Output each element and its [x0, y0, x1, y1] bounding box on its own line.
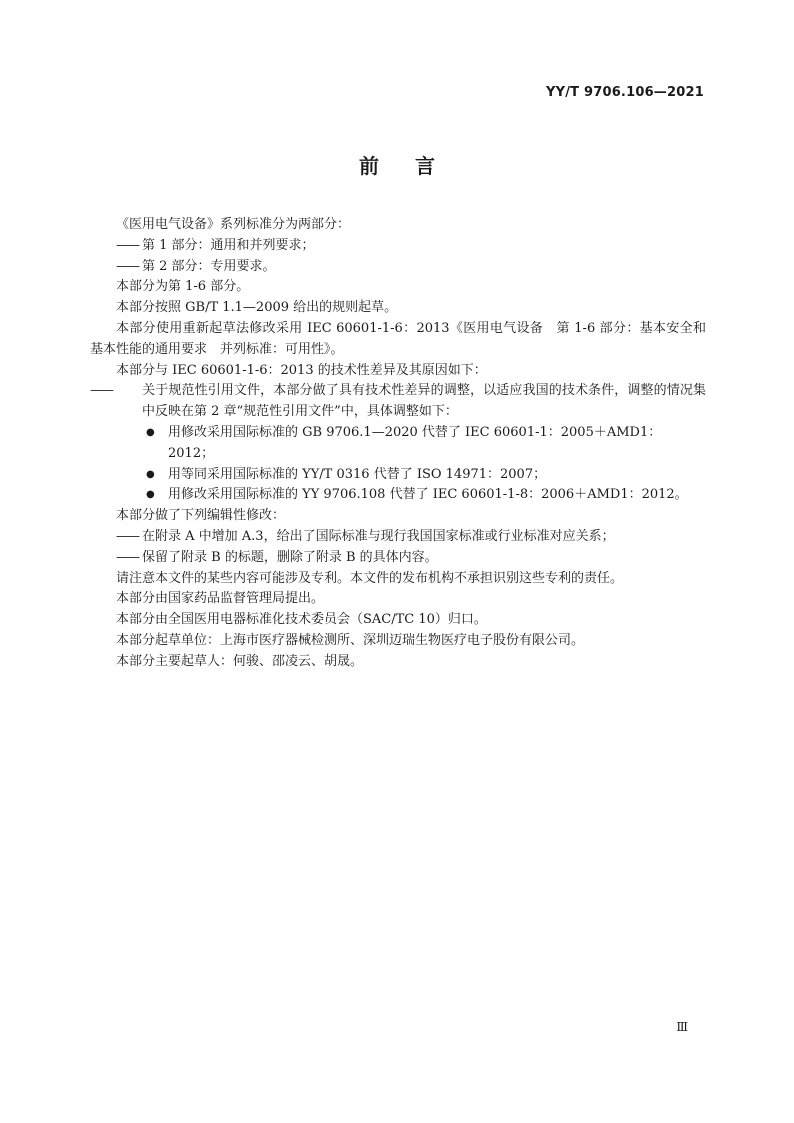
bullet-item-text: 用等同采用国际标准的 YY/T 0316 代替了 ISO 14971：2007； — [168, 466, 547, 482]
list-item-text: 保留了附录 B 的标题，删除了附录 B 的具体内容。 — [142, 549, 438, 565]
list-item-text: 第 1 部分：通用和并列要求； — [142, 237, 315, 253]
list-item-text: 关于规范性引用文件，本部分做了具有技术性差异的调整，以适应我国的技术条件，调整的情况集中反映在第 2 章“规范性引用文件”中，具体调整如下： — [142, 383, 706, 420]
list-item — [90, 527, 706, 548]
paragraph-series-intro: 《医用电气设备》系列标准分为两部分： — [116, 217, 351, 232]
list-item — [90, 548, 706, 569]
dash-mark: —— — [116, 237, 138, 253]
dash-mark: —— — [116, 549, 138, 565]
paragraph-editorial-intro: 本部分做了下列编辑性修改： — [116, 508, 286, 524]
list-item-text: 第 2 部分：专用要求。 — [142, 258, 276, 274]
bullet-item — [90, 485, 706, 506]
bullet-icon: ● — [146, 468, 155, 480]
paragraph-proposer: 本部分由国家药品监督管理局提出。 — [116, 591, 325, 607]
foreword-body — [90, 215, 706, 673]
bullet-item — [90, 465, 706, 486]
paragraph-drafting-rules: 本部分按照 GB/T 1.1—2009 给出的规则起草。 — [116, 300, 398, 316]
list-item — [90, 381, 706, 423]
bullet-item — [90, 423, 706, 465]
bullet-item-text: 用修改采用国际标准的 YY 9706.108 代替了 IEC 60601-1-8：2006＋AMD1：2012。 — [168, 487, 688, 503]
paragraph-committee: 本部分由全国医用电器标准化技术委员会（SAC/TC 10）归口。 — [116, 612, 487, 628]
paragraph-drafters: 本部分主要起草人：何骏、邵凌云、胡晟。 — [116, 653, 364, 669]
page-title: 前言 — [359, 154, 471, 178]
dash-mark: —— — [90, 383, 112, 399]
list-item — [90, 236, 706, 257]
dash-mark: —— — [116, 528, 138, 544]
bullet-icon: ● — [146, 489, 155, 501]
bullet-item-text: 用修改采用国际标准的 GB 9706.1—2020 代替了 IEC 60601-1：2005＋AMD1：2012； — [168, 424, 662, 461]
paragraph-drafting-units: 本部分起草单位：上海市医疗器械检测所、深圳迈瑞生物医疗电子股份有限公司。 — [116, 632, 585, 648]
paragraph-adoption: 本部分使用重新起草法修改采用 IEC 60601-1-6：2013《医用电气设备 第 1-6 部分：基本安全和基本性能的通用要求 并列标准：可用性》。 — [90, 320, 706, 357]
list-item-text: 在附录 A 中增加 A.3，给出了国际标准与现行我国国家标准或行业标准对应关系； — [142, 528, 615, 544]
dash-mark: —— — [116, 258, 138, 274]
list-item — [90, 257, 706, 278]
standard-number: YY/T 9706.106—2021 — [545, 85, 704, 100]
paragraph-part-number: 本部分为第 1-6 部分。 — [116, 279, 250, 295]
paragraph-patent-notice: 请注意本文件的某些内容可能涉及专利。本文件的发布机构不承担识别这些专利的责任。 — [116, 570, 624, 586]
page-number: Ⅲ — [676, 1020, 688, 1034]
bullet-icon: ● — [146, 426, 155, 438]
paragraph-differences-intro: 本部分与 IEC 60601-1-6：2013 的技术性差异及其原因如下： — [116, 362, 487, 378]
